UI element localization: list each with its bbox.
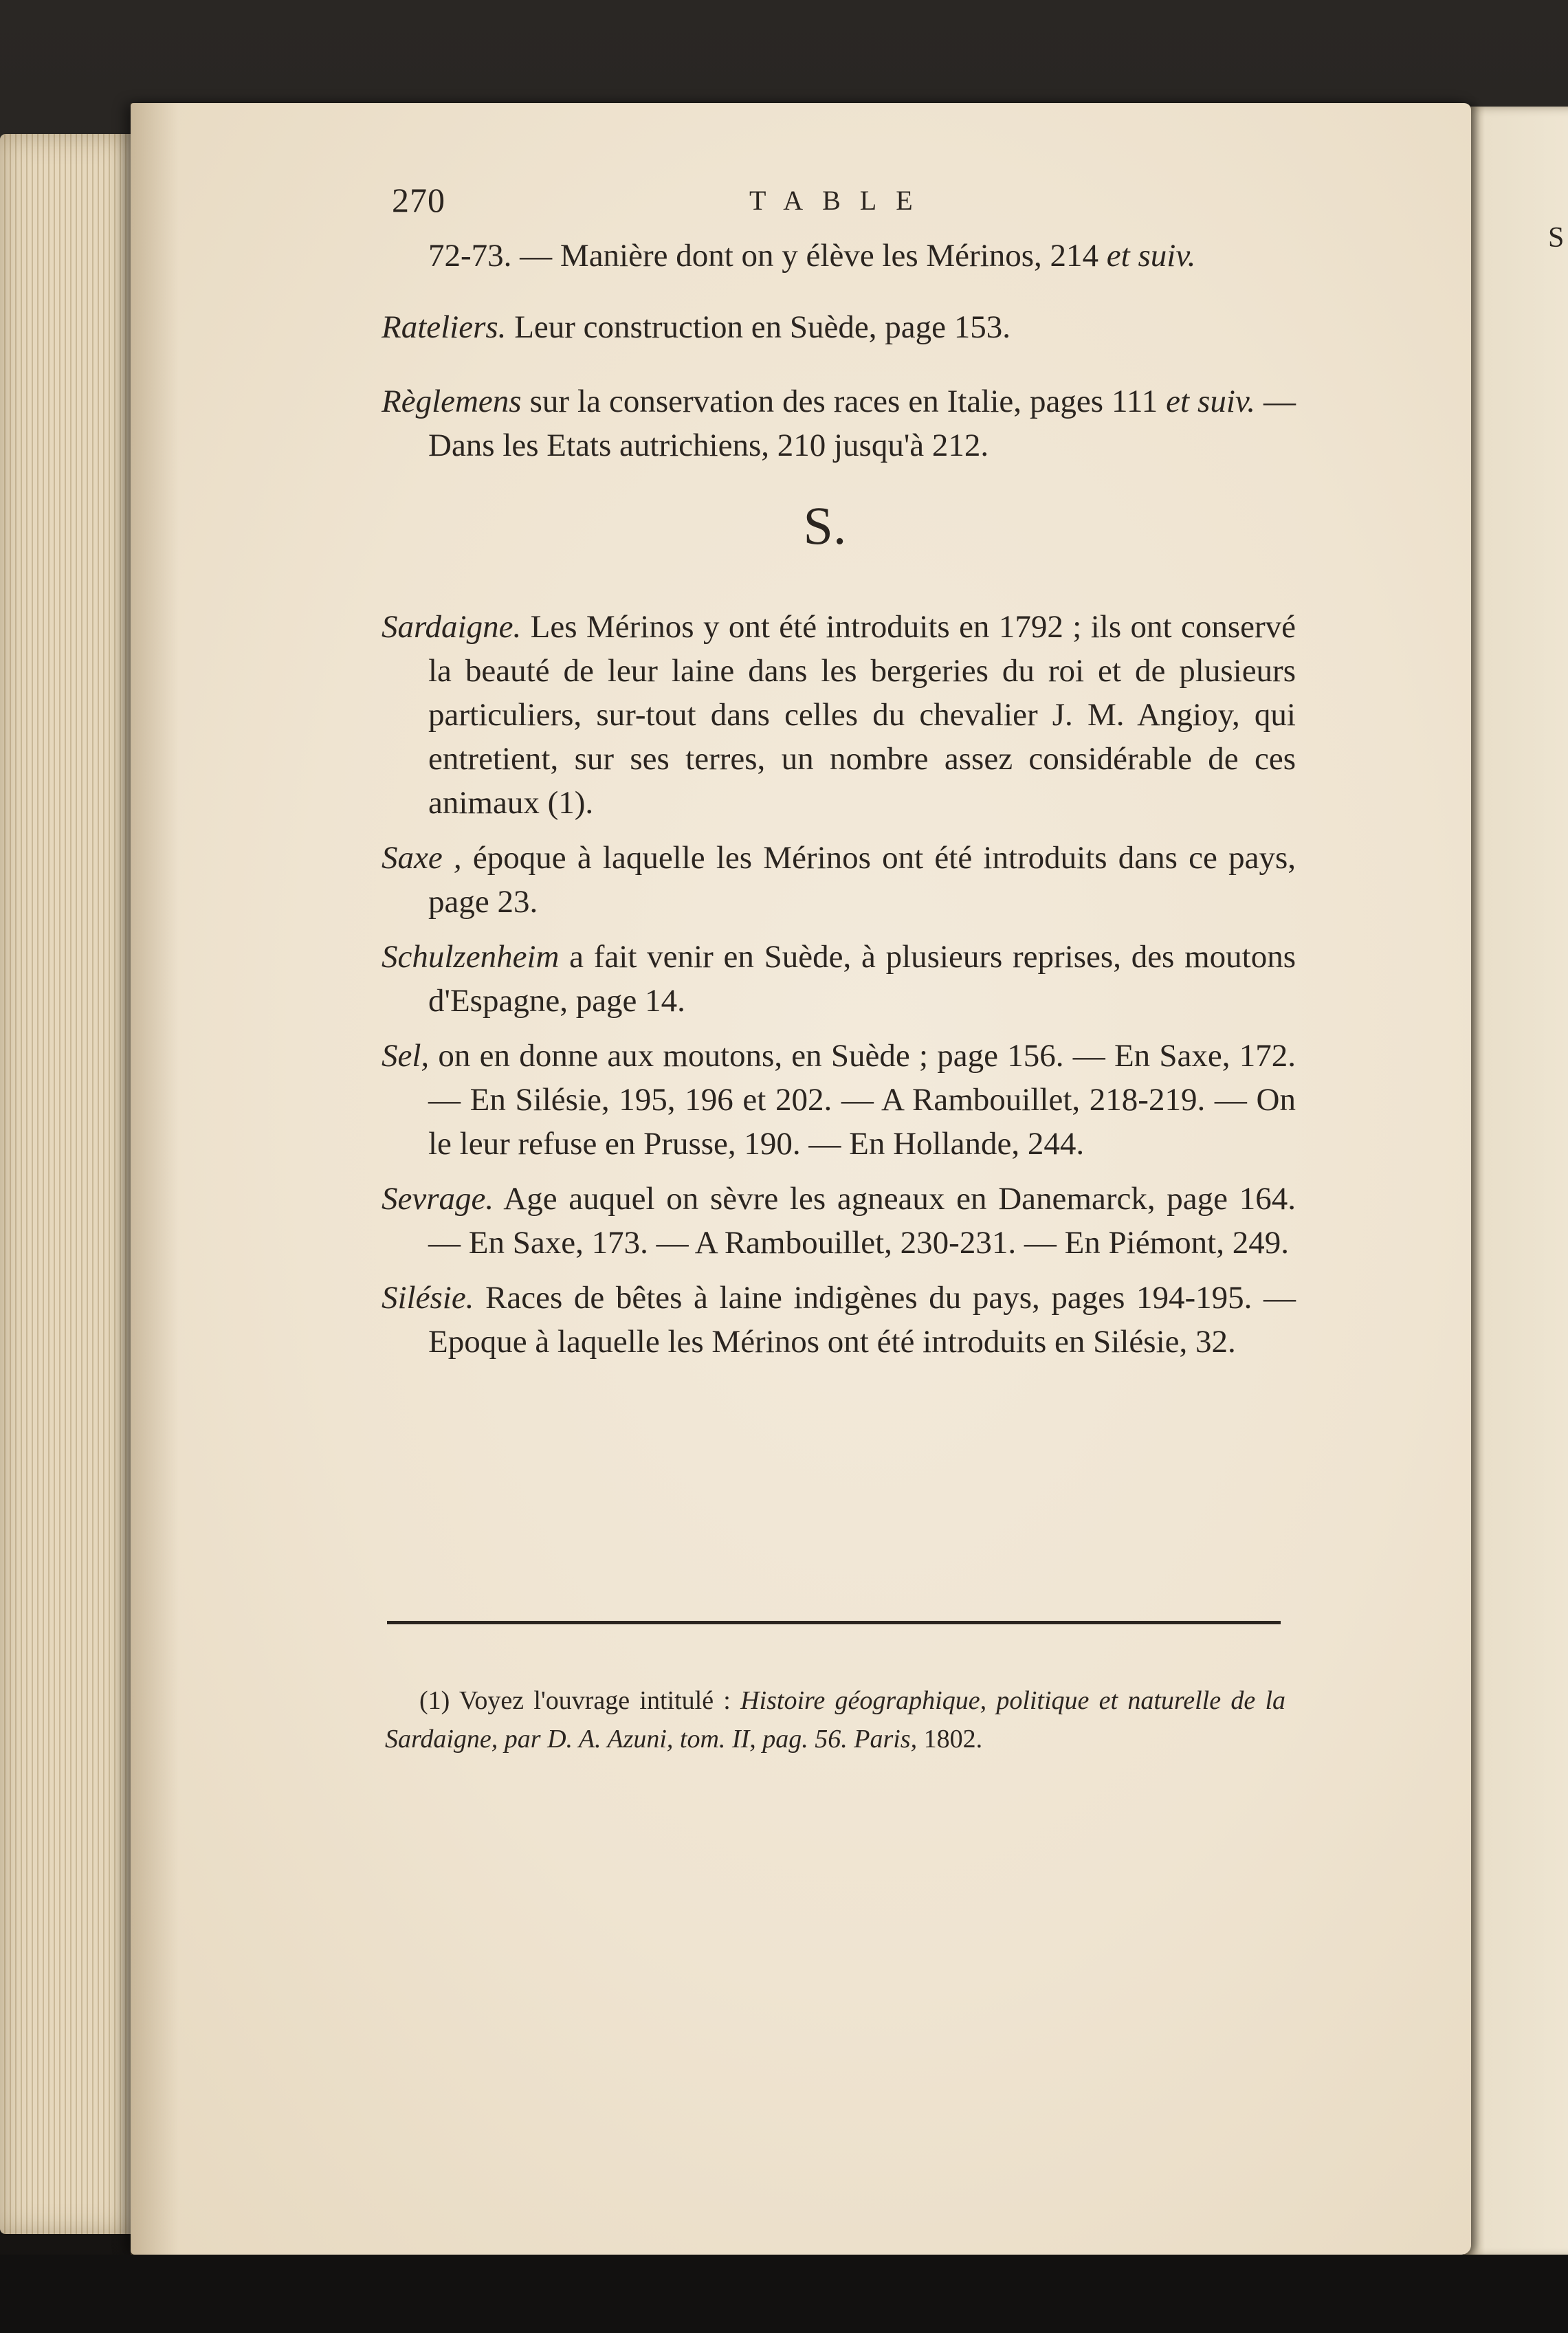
running-head — [392, 180, 1299, 228]
index-text: a fait venir en Suède, à plusieurs reprises, des moutons d'Espagne, page 14. — [428, 939, 1296, 1019]
page-title: TABLE — [749, 185, 932, 216]
footnote-rule — [387, 1621, 1281, 1624]
footnote-citation: Histoire géographique, politique et naturelle de la Sardaigne, par D. A. Azuni, tom. II, pag. 56. Paris, — [385, 1686, 1286, 1754]
index-term: Silésie. — [382, 1280, 474, 1316]
background-table — [0, 2255, 1568, 2333]
index-term: Saxe , — [382, 840, 462, 876]
index-text: on en donne aux moutons, en Suède ; page 156. — En Saxe, 172. — En Silésie, 195, 196 et 202. — A Rambouillet, 218-219. — On le leur refuse en Prusse, 190. — En Hollande, 244. — [428, 1038, 1296, 1162]
index-text: Races de bêtes à laine indigènes du pays, pages 194-195. — Epoque à laquelle les Mérinos ont été introduits en Silésie, 32. — [428, 1280, 1296, 1360]
index-entry-sevrage — [382, 1177, 1296, 1265]
index-entry-silesie — [382, 1276, 1296, 1364]
next-page-sliver — [1464, 107, 1568, 2258]
index-entry-saxe — [382, 836, 1296, 924]
index-text-tail: — Dans les Etats autrichiens, 210 jusqu'à 212. — [428, 384, 1296, 463]
footnote-year: 1802. — [917, 1725, 983, 1754]
page-edges-stack — [0, 134, 131, 2234]
index-entry-rateliers — [382, 305, 1296, 349]
index-text: Les Mérinos y ont été introduits en 1792 ; ils ont conservé la beauté de leur laine dans les bergeries du roi et de plusieurs particuliers, sur-tout dans celles du chevalier J. M. Angioy, qui entretient, sur ses terres, un nombre assez considérable de ces animaux (1). — [428, 609, 1296, 821]
index-entry-sel — [382, 1034, 1296, 1166]
footnote-marker: (1) Voyez l'ouvrage intitulé : — [419, 1686, 741, 1715]
index-term: Schulzenheim — [382, 939, 560, 975]
index-italic: et suiv. — [1166, 384, 1255, 419]
index-text: Age auquel on sèvre les agneaux en Danemarck, page 164. — En Saxe, 173. — A Rambouillet, 230-231. — En Piémont, 249. — [428, 1181, 1296, 1261]
index-text: sur la conservation des races en Italie, pages 111 — [521, 384, 1167, 419]
index-text: époque à laquelle les Mérinos ont été introduits dans ce pays, page 23. — [428, 840, 1296, 920]
index-term: Règlemens — [382, 384, 522, 419]
index-entry-reglemens — [382, 379, 1296, 467]
index-text: Leur construction en Suède, page 153. — [506, 309, 1011, 345]
index-entry-sardaigne — [382, 605, 1296, 825]
page-number: 270 — [392, 181, 445, 219]
index-term: Sevrage. — [382, 1181, 494, 1217]
section-letter: S. — [803, 496, 847, 555]
index-term: Rateliers. — [382, 309, 507, 345]
index-body — [382, 234, 1296, 1375]
footnote — [385, 1681, 1285, 1758]
continuation-line: 72-73. — Manière dont on y élève les Mérinos, 214 et suiv. — [428, 238, 1196, 274]
index-term: Sardaigne. — [382, 609, 522, 645]
index-entry-schulzenheim — [382, 935, 1296, 1023]
index-term: Sel, — [382, 1038, 430, 1074]
next-page-letter: S — [1548, 222, 1565, 254]
